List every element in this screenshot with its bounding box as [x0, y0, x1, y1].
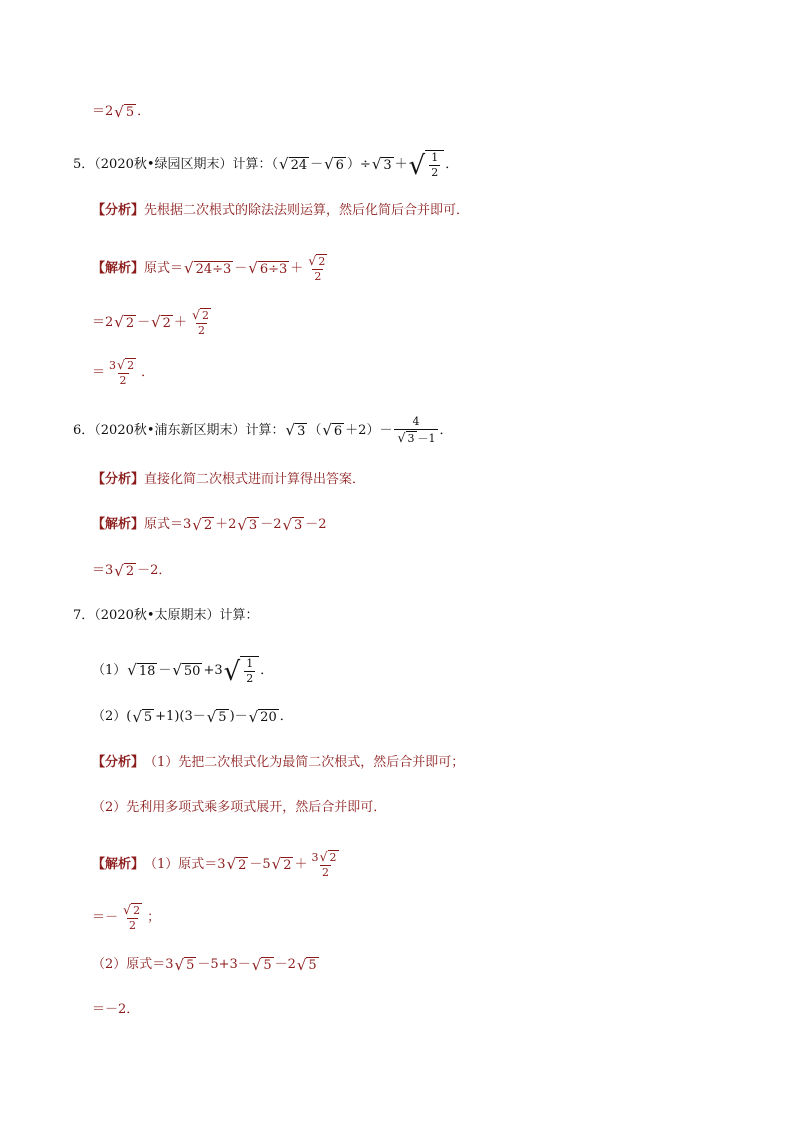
problem-7-stem: 7．（2020秋•太原期末）计算： — [73, 608, 259, 623]
problem-7-solution-4: ＝－2． — [92, 1002, 140, 1017]
problem-7-solution-2: ＝－ √ 2 2 ； — [92, 901, 161, 932]
problem-7-analysis-1: 【分析】 （1）先把二次根式化为最简二次根式，然后合并即可； — [92, 755, 465, 770]
problem-5-solution-1: 【解析】 原式＝ √ 24÷3 － √ 6÷3 ＋ √ 2 2 — [92, 252, 326, 283]
problem-6-analysis: 【分析】 直接化简二次根式进而计算得出答案． — [92, 472, 366, 487]
problem-7-solution-3: （2）原式＝3 √ 5 －5+3－ √ 5 －2 √ 5 — [92, 955, 317, 974]
problem-6-solution-1: 【解析】 原式＝3 √ 2 ＋2 √ 3 －2 √ 3 －2 — [92, 515, 327, 534]
problem-7-analysis-2: （2）先利用多项式乘多项式展开，然后合并即可． — [92, 800, 387, 815]
problem-6-stem: 6．（2020秋•浦东新区期末）计算： √ 3 （ √ 6 ＋2）－ 4 √ 3 －1 ． — [73, 415, 453, 446]
solution-line: ＝2 √ 5 ． — [92, 102, 151, 121]
problem-5-solution-2: ＝2 √ 2 － √ 2 ＋ √ 2 2 — [92, 306, 209, 337]
problem-7-q2: （2）( √ 5 +1)(3－ √ 5 )－ √ 20 ． — [92, 707, 293, 726]
problem-6-solution-2: ＝3 √ 2 －2． — [92, 561, 172, 580]
problem-7-solution-1: 【解析】 （1）原式＝3 √ 2 －5 √ 2 ＋ 3 √ 2 2 — [92, 848, 337, 879]
problem-5-solution-3: ＝ 3 √ 2 2 ． — [92, 356, 155, 387]
problem-5-analysis: 【分析】 先根据二次根式的除法法则运算，然后化简后合并即可． — [92, 203, 470, 218]
problem-7-q1: （1） √ 18 － √ 50 +3 √ $\frac{1}{2}$ ． — [92, 657, 274, 688]
problem-5-stem: 5．（2020秋•绿园区期末）计算：（ √ 24 － √ 6 ）÷ √ 3 ＋ √ $\frac{1}{2}$ ． — [73, 151, 459, 182]
